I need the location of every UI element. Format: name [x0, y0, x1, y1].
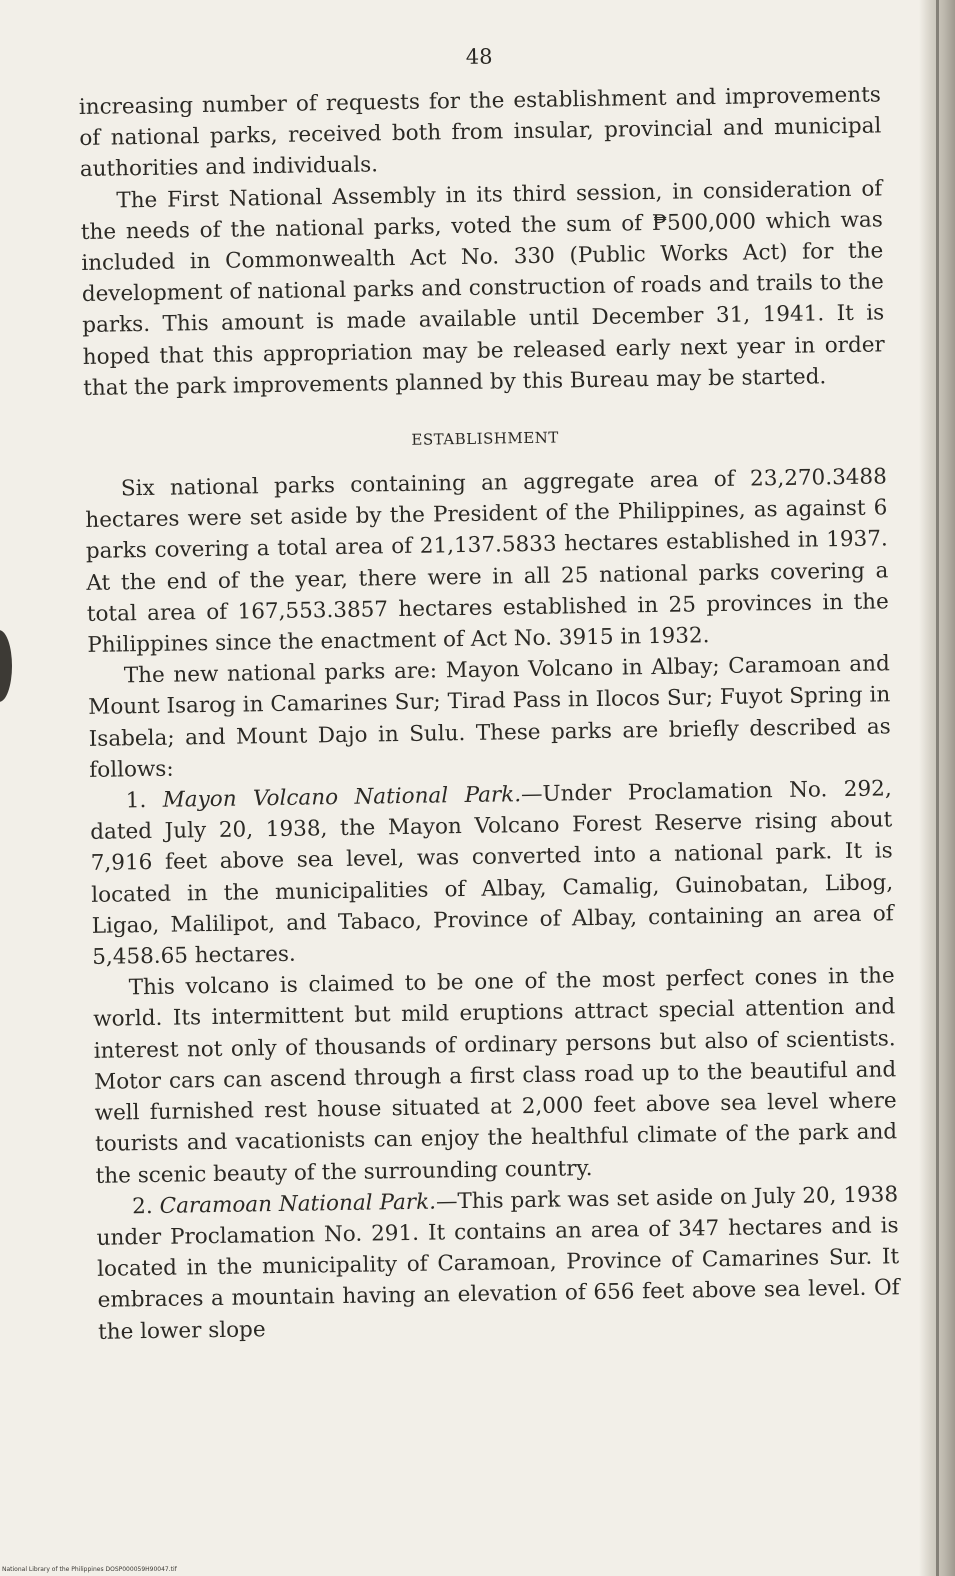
- paragraph-appropriation: The First National Assembly in its third session, in consideration of the needs of the national parks, voted the sum of ₱500,000 which was included in Commonwealth Act No. 330 (Public Works Act) for the development of national parks and construction of roads and trails to the parks. This amount is made available until December 31, 1941. It is hoped that this appropriation may be released early next year in order that the park improvements planned by this Bureau may be started.: [80, 175, 885, 401]
- binding-edge: [936, 0, 939, 1576]
- edge-blot: [0, 630, 12, 702]
- item-number: 1.: [125, 788, 147, 814]
- park-name: Mayon Volcano National Park.: [162, 782, 522, 813]
- section-heading: ESTABLISHMENT: [411, 428, 560, 449]
- item-number: 2.: [131, 1193, 153, 1219]
- park-description: —This park was set aside on July 20, 1938 under Proclamation No. 291. It contains an area of 347 hectares and is located in the municipality of Caramoan, Province of Camarines Sur. It embraces a mountain having an elevation of 656 feet above sea level. Of the lower slope: [96, 1181, 900, 1345]
- paragraph-volcano: This volcano is claimed to be one of the most perfect cones in the world. Its intermittent but mild eruptions attract special attention and interest not only of thousands of ordinary persons but also of scientists. Motor cars can ascend through a first class road up to the beautiful and well furnished rest house situated at 2,000 feet above sea level where tourists and vacationists can enjoy the healthful climate of the park and the scenic beauty of the surrounding country.: [93, 963, 898, 1189]
- paragraph-caramoan: [96, 1179, 900, 1348]
- paragraph-mayon: [90, 773, 895, 973]
- paragraph-new-parks: The new national parks are: Mayon Volcano in Albay; Caramoan and Mount Isarog in Camarines Sur; Tirad Pass in Ilocos Sur; Fuyot Spring in Isabela; and Mount Dajo in Sulu. These parks are briefly described as follows:: [88, 651, 891, 783]
- park-description: —Under Proclamation No. 292, dated July 20, 1938, the Mayon Volcano Forest Reserve rising about 7,916 feet above sea level, was converted into a national park. It is located in the municipalities of Albay, Camalig, Guinobatan, Libog, Ligao, Malilipot, and Tabaco, Province of Albay, containing an area of 5,458.65 hectares.: [90, 776, 894, 970]
- park-name: Caramoan National Park.: [159, 1189, 437, 1219]
- paragraph-continued: increasing number of requests for the establishment and improvements of national parks, received both from insular, provincial and municipal authorities and individuals.: [78, 82, 882, 183]
- paragraph-establishment: Six national parks containing an aggregate area of 23,270.3488 hectares were set aside by the President of the Philippines, as against 6 parks covering a total area of 21,137.5833 hectares established in 1937. At the end of the year, there were in all 25 national parks covering a total area of 167,553.3857 hectares established in 25 provinces in the Philippines since the enactment of Act No. 3915 in 1932.: [85, 464, 889, 658]
- scan-footer: National Library of the Philippines DOSP000059H90047.tif: [2, 1566, 177, 1573]
- page-body: [78, 37, 900, 1347]
- page-number: 48: [465, 44, 493, 69]
